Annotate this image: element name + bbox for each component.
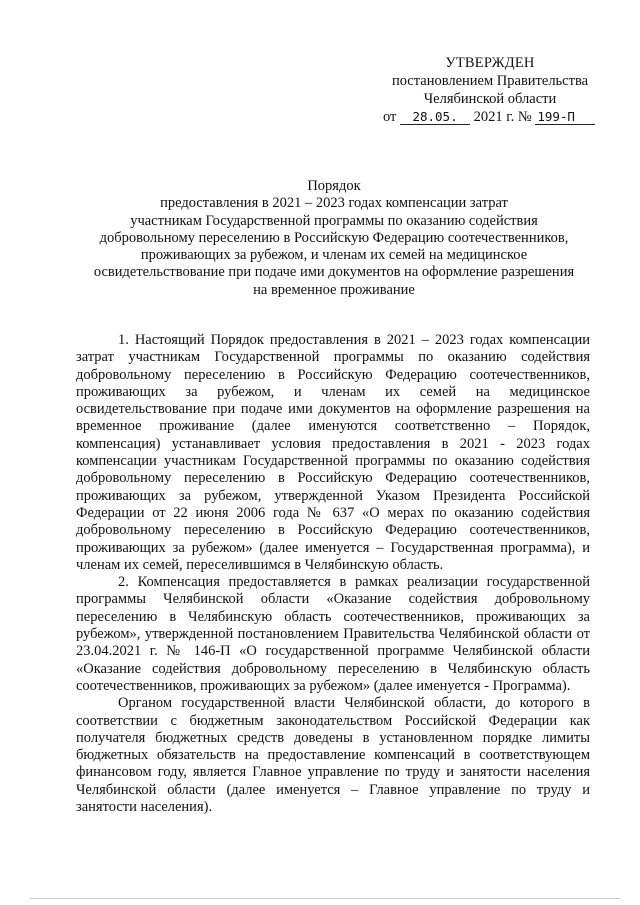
approval-line-2: Челябинской области [423, 91, 557, 107]
approval-date-line [383, 108, 600, 126]
scan-artifact-line [30, 898, 620, 899]
title-line: добровольному переселению в Российскую Федерацию соотечественников, [99, 229, 569, 246]
handwritten-date: 28.05. [400, 109, 470, 125]
date-prefix: от [383, 109, 397, 125]
approval-heading: УТВЕРЖДЕН [445, 55, 535, 71]
handwritten-number: 199-П [535, 109, 595, 125]
title-line: освидетельствование при подаче ими документов на оформление разрешения [93, 264, 575, 281]
title-line: проживающих за рубежом, и членам их семей на медицинское [140, 247, 528, 264]
document-body [76, 332, 590, 816]
title-line: на временное проживание [253, 281, 415, 298]
year-text: 2021 г. № [473, 109, 532, 125]
paragraph-2: 2. Компенсация предоставляется в рамках реализации государственной программы Челябинской области «Оказание содействия добровольному переселению в Челябинскую область соотечественников, проживающих за рубежом», утвержденной постановлением Правительства Челябинской области от 23.04.2021 г. № 146-П «О государственной программе Челябинской области «Оказание содействия добровольному переселению в Челябинскую область соотечественников, проживающих за рубежом» (далее именуется - Программа). [76, 574, 590, 694]
approval-line-1: постановлением Правительства [391, 73, 589, 89]
title-line: участникам Государственной программы по оказанию содействия [130, 212, 538, 229]
paragraph-3: Органом государственной власти Челябинской области, до которого в соответствии с бюджетным законодательством Российской Федерации как получателя бюджетных средств доведены в установленном порядке лимиты бюджетных обязательств на предоставление компенсаций в соответствующем финансовом году, является Главное управление по труду и занятости населения Челябинской области (далее именуется – Главное управление по труду и занятости населения). [76, 695, 590, 816]
title-line: предоставления в 2021 – 2023 годах компенсации затрат [160, 195, 508, 212]
approval-block [380, 54, 600, 126]
document-title [78, 178, 590, 299]
title-line: Порядок [307, 178, 361, 194]
paragraph-1: 1. Настоящий Порядок предоставления в 2021 – 2023 годах компенсации затрат участникам Государственной программы по оказанию содействия добровольному переселению в Российскую Федерацию соотечественников, проживающих за рубежом, и членам их семей на медицинское освидетельствование при подаче ими документов на оформление разрешения на временное проживание (далее именуются соответственно – Порядок, компенсация) устанавливает условия предоставления в 2021 - 2023 годах компенсации участникам Государственной программы по оказанию содействия добровольному переселению в Российскую Федерацию соотечественников, проживающих за рубежом, утвержденной Указом Президента Российской Федерации от 22 июня 2006 года № 637 «О мерах по оказанию содействия добровольному переселению в Российскую Федерацию соотечественников, проживающих за рубежом» (далее именуется – Государственная программа), и членам их семей, переселившимся в Челябинскую область. [76, 332, 590, 573]
